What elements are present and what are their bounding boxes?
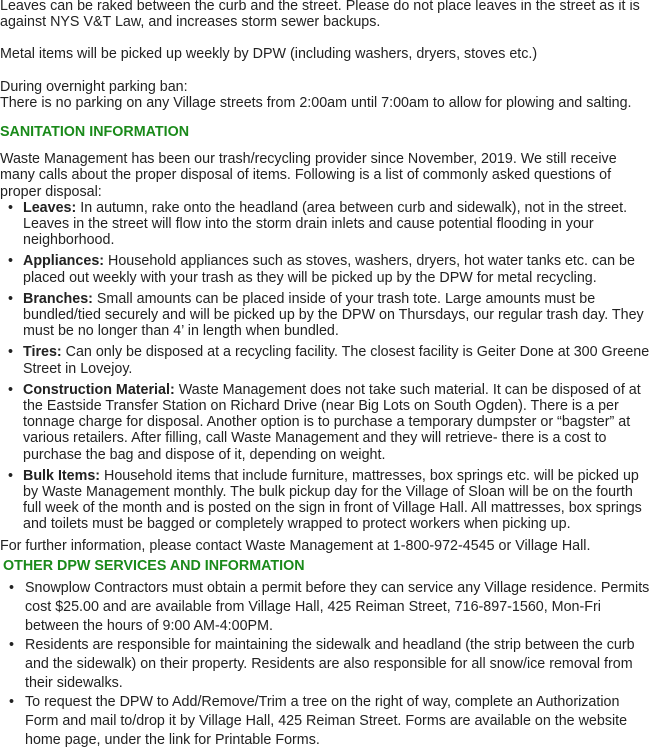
item-text: Waste Management does not take such material. It can be disposed of at the Eastside Transfer Station on Richard Drive (near Big Lots on South Ogden). There is a per tonnage charge for disposal. Another option is to purchase a temporary dumpster or “bagster” at various retailers. After filling, call Waste Management and they will retrieve- there is a cost to purchase the bag and dispose of it, depending on weight. xyxy=(23,381,641,463)
leaves-note: Leaves can be raked between the curb and the street. Please do not place leaves in the street as it is against NYS V&T Law, and increases storm sewer backups. xyxy=(0,0,640,31)
list-item-tree-request: • To request the DPW to Add/Remove/Trim a tree on the right of way, complete an Authorization Form and mail to/drop it by Village Hall, 425 Reiman Street. Forms are available on the website home page, under the link for Printable Forms. xyxy=(0,693,651,750)
sanitation-list xyxy=(0,200,651,533)
parking-ban-text: There is no parking on any Village streets from 2:00am until 7:00am to allow for plowing and salting. xyxy=(0,94,632,111)
list-item-appliances xyxy=(0,253,651,285)
parking-ban-label: During overnight parking ban: xyxy=(0,78,188,95)
sanitation-heading: SANITATION INFORMATION xyxy=(0,124,190,141)
dpw-heading: OTHER DPW SERVICES AND INFORMATION xyxy=(3,557,305,574)
item-term: Appliances: xyxy=(23,253,105,270)
list-item-snowplow: • Snowplow Contractors must obtain a permit before they can service any Village residence. Permits cost $25.00 and are available from Village Hall, 425 Reiman Street, 716-897-1560, Mon-Fri between the hours of 9:00 AM-4:00PM. xyxy=(0,579,651,636)
item-text: Can only be disposed at a recycling facility. The closest facility is Geiter Done at 300 Greene Street in Lovejoy. xyxy=(23,344,650,377)
sanitation-intro: Waste Management has been our trash/recycling provider since November, 2019. We still receive many calls about the proper disposal of items. Following is a list of commonly asked questions of proper disposal: xyxy=(0,151,617,200)
list-item-construction xyxy=(0,382,651,463)
list-item-tires xyxy=(0,344,651,376)
item-text: Household appliances such as stoves, washers, dryers, hot water tanks etc. can be placed out weekly with your trash as they will be picked up by the DPW for metal recycling. xyxy=(23,253,635,286)
item-text: Small amounts can be placed inside of your trash tote. Large amounts must be bundled/tied securely and will be picked up by the DPW on Thursdays, our regular trash day. They must be no longer than 4’ in length when bundled. xyxy=(23,290,644,340)
item-term: Leaves: xyxy=(23,199,77,216)
item-term: Tires: xyxy=(23,344,62,361)
item-term: Bulk Items: xyxy=(23,467,101,484)
contact-note: For further information, please contact Waste Management at 1-800-972-4545 or Village Hall. xyxy=(0,537,591,554)
item-text: In autumn, rake onto the headland (area between curb and sidewalk), not in the street. Leaves in the street will flow into the storm drain inlets and cause potential flooding in your neighborhood. xyxy=(23,199,628,249)
list-item-sidewalk: • Residents are responsible for maintaining the sidewalk and headland (the strip between the curb and the sidewalk) on their property. Residents are also responsible for all snow/ice removal from their sidewalks. xyxy=(0,636,651,693)
metal-note: Metal items will be picked up weekly by DPW (including washers, dryers, stoves etc.) xyxy=(0,46,538,63)
list-item-branches xyxy=(0,291,651,340)
item-text: Household items that include furniture, mattresses, box springs etc. will be picked up by Waste Management monthly. The bulk pickup day for the Village of Sloan will be on the fourth full week of the month and is posted on the sign in front of Village Hall. All mattresses, box springs and toilets must be bagged or completely wrapped to protect workers when picking up. xyxy=(23,467,642,533)
list-item-bulk xyxy=(0,468,651,533)
list-item-leaves xyxy=(0,200,651,249)
item-term: Construction Material: xyxy=(23,381,175,398)
dpw-list xyxy=(0,579,651,750)
item-term: Branches: xyxy=(23,290,93,307)
